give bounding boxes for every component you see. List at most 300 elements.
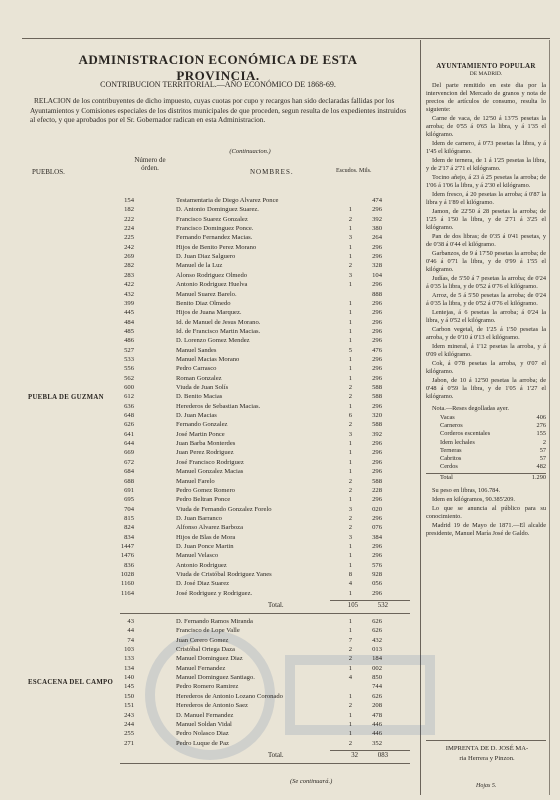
- row-name: Viuda de Juan Solís: [176, 384, 229, 391]
- row-number: 704: [124, 505, 134, 513]
- row-number: 145: [124, 683, 134, 691]
- row-escudos: 3: [348, 505, 352, 513]
- row-escudos: 1: [348, 243, 352, 251]
- row-milesimas: 478: [372, 711, 382, 719]
- sidebar-closing-line: Lo que se anuncia al público para su conocimiento.: [426, 504, 546, 520]
- row-escudos: 1: [348, 730, 352, 738]
- row-number: 271: [124, 739, 134, 747]
- row-number: 484: [124, 318, 134, 326]
- row-escudos: 1: [348, 449, 352, 457]
- row-escudos: 8: [348, 571, 352, 578]
- row-milesimas: 104: [372, 271, 382, 279]
- row-number: 150: [124, 692, 134, 700]
- row-escudos: 2: [348, 477, 352, 485]
- nota-label: Idem lechales: [440, 438, 475, 446]
- row-name: Francisco Dominguez Ponce.: [176, 225, 254, 233]
- row-escudos: 1: [348, 355, 352, 363]
- row-milesimas: 020: [372, 505, 382, 513]
- row-milesimas: 392: [372, 215, 382, 223]
- row-name: Cristóbal Ortega Daza: [176, 646, 235, 654]
- row-escudos: 2: [348, 384, 352, 391]
- row-escudos: 2: [348, 421, 352, 429]
- table-row: [112, 637, 412, 646]
- row-number: 399: [124, 299, 134, 307]
- row-number: 255: [124, 730, 134, 738]
- row-milesimas: 296: [372, 468, 382, 476]
- row-name: Antonio Rodriguez: [176, 561, 227, 569]
- table-row: [112, 468, 412, 477]
- table-row: [112, 721, 412, 730]
- row-milesimas: 296: [372, 440, 382, 448]
- row-milesimas: 013: [372, 646, 382, 654]
- row-escudos: 1: [348, 281, 352, 289]
- nota-row: [426, 463, 546, 471]
- row-number: 556: [124, 365, 134, 373]
- row-name: Manuel Suarez Barelo.: [176, 290, 237, 298]
- table-row: [112, 328, 412, 337]
- row-escudos: 1: [348, 440, 352, 448]
- row-milesimas: 380: [372, 225, 382, 233]
- row-milesimas: 208: [372, 702, 382, 710]
- row-number: 648: [124, 412, 134, 420]
- row-escudos: 1: [348, 225, 352, 233]
- row-escudos: 1: [348, 365, 352, 373]
- row-milesimas: 296: [372, 589, 382, 597]
- nota-value: 57: [539, 446, 546, 454]
- row-number: 626: [124, 421, 134, 429]
- row-number: 641: [124, 430, 134, 438]
- table-row: [112, 272, 412, 281]
- town-label: ESCACENA DEL CAMPO: [28, 679, 114, 687]
- table-row: [112, 225, 412, 234]
- row-milesimas: 296: [372, 402, 382, 410]
- row-name: Manuel Velasco: [176, 552, 219, 560]
- row-milesimas: 002: [372, 664, 382, 672]
- row-number: 43: [127, 618, 134, 625]
- row-name: Antonio Rodriguez Huelva: [176, 281, 248, 289]
- row-milesimas: 744: [372, 683, 382, 691]
- row-number: 140: [124, 674, 134, 682]
- nota-value: 155: [536, 430, 546, 438]
- row-name: Manuel Sandes: [176, 346, 217, 354]
- row-milesimas: 588: [372, 393, 382, 401]
- nota-total-label: Total: [440, 474, 453, 482]
- row-escudos: 5: [348, 346, 352, 354]
- row-number: 134: [124, 664, 134, 672]
- sidebar-paragraph: Carne de vaca, de 12'50 á 13'75 pesetas la arroba; de 0'55 á 0'65 la libra, y á 1'35 el kilógramo.: [426, 115, 546, 138]
- total-rule: [330, 600, 410, 601]
- row-number: 74: [127, 636, 134, 644]
- sidebar-paragraph: Jabon, de 10 á 12'50 pesetas la arroba; de 0'48 á 0'59 la libra, y de 1'05 á 1'27 el kilógramo.: [426, 377, 546, 400]
- row-escudos: 1: [348, 618, 352, 625]
- row-name: Benito Diaz Olmedo: [176, 299, 231, 307]
- row-milesimas: 296: [372, 514, 382, 522]
- table-row: [112, 356, 412, 365]
- row-number: 834: [124, 533, 134, 541]
- row-number: 422: [124, 281, 134, 289]
- row-name: Manuel Fernandez: [176, 664, 226, 672]
- row-milesimas: 296: [372, 365, 382, 373]
- row-number: 222: [124, 215, 134, 223]
- row-number: 691: [124, 486, 134, 494]
- row-milesimas: 474: [372, 197, 382, 204]
- group-end-rule: [120, 763, 410, 764]
- row-name: Pedro Romero Ramirez: [176, 683, 239, 691]
- row-milesimas: 184: [372, 655, 382, 663]
- row-number: 182: [124, 206, 134, 214]
- row-milesimas: 296: [372, 309, 382, 317]
- row-name: Manuel Soldan Vidal: [176, 720, 232, 728]
- sidebar-closing-line: Madrid 19 de Mayo de 1871.—El alcalde presidente, Manuel María José de Galdo.: [426, 521, 546, 537]
- nota-label: Vacas: [440, 414, 455, 421]
- nota-row: [426, 439, 546, 447]
- row-milesimas: 352: [372, 739, 382, 747]
- row-escudos: 1: [348, 552, 352, 560]
- table-row: [112, 281, 412, 290]
- row-number: 562: [124, 374, 134, 382]
- table-row: [112, 449, 412, 458]
- row-escudos: 3: [348, 234, 352, 242]
- row-escudos: 1: [348, 374, 352, 382]
- row-number: 44: [127, 627, 134, 635]
- row-name: Francisco de Lope Valle: [176, 627, 240, 635]
- row-number: 612: [124, 393, 134, 401]
- row-name: Pedro Nolasco Diaz: [176, 730, 229, 738]
- table-row: [112, 440, 412, 449]
- row-milesimas: 626: [372, 627, 382, 635]
- nota-label: Terneras: [440, 446, 462, 454]
- column-header-escudos: Escudos. Mils.: [336, 168, 372, 174]
- table-row: [112, 552, 412, 561]
- row-milesimas: 626: [372, 618, 382, 625]
- sidebar-paragraph: Carbon vegetal, de 1'25 á 1'50 pesetas la arroba, y de 0'10 á 0'13 el kilógramo.: [426, 326, 546, 341]
- row-number: 151: [124, 702, 134, 710]
- row-number: 445: [124, 309, 134, 317]
- row-milesimas: 476: [372, 346, 382, 354]
- table-row: [112, 496, 412, 505]
- row-milesimas: 626: [372, 692, 382, 700]
- row-number: 283: [124, 271, 134, 279]
- row-escudos: 2: [348, 739, 352, 747]
- row-number: 103: [124, 646, 134, 654]
- row-name: José Francisco Rodriguez: [176, 458, 244, 466]
- row-milesimas: 432: [372, 636, 382, 644]
- sidebar-paragraph: Jamon, de 22'50 á 28 pesetas la arroba; de 1'25 á 1'50 la libra, y de 2'71 á 3'25 el kilógramo.: [426, 208, 546, 231]
- row-name: Roman Gonzalez: [176, 374, 222, 382]
- row-name: Viuda de Fernando Gonzalez Forelo: [176, 505, 272, 513]
- sidebar-column: [426, 62, 546, 539]
- row-milesimas: 328: [372, 262, 382, 270]
- row-name: Francisco Suarez Gonzalez: [176, 215, 248, 223]
- row-milesimas: 296: [372, 355, 382, 363]
- table-row: [112, 459, 412, 468]
- table-row: [112, 421, 412, 430]
- row-escudos: 2: [348, 262, 352, 270]
- table-row: [112, 515, 412, 524]
- row-milesimas: 446: [372, 720, 382, 728]
- row-escudos: 2: [348, 514, 352, 522]
- row-name: D. Manuel Fernandez: [176, 711, 234, 719]
- row-number: 669: [124, 449, 134, 457]
- table-row: [112, 730, 412, 739]
- sidebar-paragraph: Idem de ternera, de 1 á 1'25 pesetas la libra, y de 2'17 á 2'71 el kilógramo.: [426, 157, 546, 172]
- table-row: [112, 571, 412, 580]
- row-name: José Martin Ponce: [176, 430, 225, 438]
- row-name: Manuel Dominguez Diaz: [176, 655, 243, 663]
- table-row: [112, 543, 412, 552]
- table-row: [112, 627, 412, 636]
- row-number: 527: [124, 346, 134, 354]
- row-name: Pedro Luque de Paz: [176, 739, 229, 747]
- table-row: [112, 319, 412, 328]
- row-milesimas: 296: [372, 374, 382, 382]
- table-row: [112, 702, 412, 711]
- sidebar-paragraph: Lentejas, á 6 pesetas la arroba; á 0'24 la libra, y á 0'52 el kilógramo.: [426, 309, 546, 324]
- table-row: [112, 403, 412, 412]
- row-name: Manuel Macias Morano: [176, 355, 240, 363]
- row-escudos: 1: [348, 542, 352, 550]
- table-row: [112, 244, 412, 253]
- imprenta-line1: IMPRENTA DE D. JOSÉ MA-: [445, 745, 529, 752]
- row-name: D. Benito Macias: [176, 393, 223, 401]
- row-number: 133: [124, 655, 134, 663]
- row-milesimas: 588: [372, 421, 382, 429]
- row-number: 269: [124, 253, 134, 261]
- table-row: [112, 393, 412, 402]
- sidebar-paragraph: Del parte remitido en este dia por la intervencion del Mercado de granos y nota de precios de artículos de consumo, resulta lo siguiente:: [426, 82, 546, 113]
- sidebar-paragraph: Garbanzos, de 9 á 17'50 pesetas la arroba; de 0'46 á 0'71 la libra, y de 0'99 á 1'55 el kilógramo.: [426, 250, 546, 273]
- nota-total-value: 1.290: [531, 474, 546, 482]
- total-label: Total.: [268, 751, 284, 759]
- row-escudos: 1: [348, 468, 352, 476]
- nota-value: 2: [542, 438, 546, 446]
- sidebar-title: AYUNTAMIENTO POPULAR: [436, 62, 536, 70]
- town-label: PUEBLA DE GUZMAN: [28, 394, 104, 402]
- sidebar-closing-line: Idem en kilógramos, 90.385'209.: [432, 495, 515, 503]
- nota-row: [426, 430, 546, 438]
- nota-value: 406: [536, 414, 546, 421]
- row-escudos: 1: [348, 711, 352, 719]
- page-title: ADMINISTRACION ECONÓMICA DE ESTA PROVINCIA.: [78, 52, 358, 83]
- row-milesimas: 296: [372, 327, 382, 335]
- group-end-rule: [120, 613, 410, 614]
- row-escudos: 1: [348, 318, 352, 326]
- row-name: Alfonso Alvarez Barboza: [176, 524, 244, 532]
- row-name: Pedro Gomez Romero: [176, 486, 235, 494]
- row-number: 243: [124, 711, 134, 719]
- table-row: [112, 674, 412, 683]
- row-name: Herederos de Antonio Saez: [176, 702, 248, 710]
- nota-label: Corderos escentales: [440, 430, 491, 438]
- row-escudos: 7: [348, 636, 352, 644]
- top-rule: [22, 38, 550, 39]
- row-name: Juan Perez Rodriguez: [176, 449, 234, 457]
- row-number: 485: [124, 327, 134, 335]
- nota-label: Carneros: [440, 422, 463, 430]
- row-milesimas: 056: [372, 580, 382, 588]
- sidebar-paragraph: Pan de dos libras; de 0'35 á 0'41 pesetas, y de 0'38 á 0'44 el kilógramo.: [426, 233, 546, 248]
- table-row: [112, 524, 412, 533]
- sidebar-paragraphs: [426, 82, 546, 401]
- row-number: 1028: [120, 571, 134, 578]
- imprenta-line2: ria Herrera y Pinzon.: [459, 755, 515, 762]
- row-escudos: 2: [348, 655, 352, 663]
- continuation-note: (Continuacion.): [229, 148, 271, 155]
- imprenta-rule: [426, 740, 546, 741]
- row-milesimas: 588: [372, 384, 382, 391]
- row-number: 824: [124, 524, 134, 532]
- nota-row: [426, 422, 546, 430]
- row-escudos: 3: [348, 430, 352, 438]
- sidebar-paragraph: Cok, á 0'78 pesetas la arroba, y 0'07 el kilógramo.: [426, 360, 546, 375]
- row-milesimas: 384: [372, 533, 382, 541]
- table-row: [112, 618, 412, 627]
- row-name: D. Juan Macias: [176, 412, 217, 420]
- sidebar-paragraph: Idem de carnero, á 0'73 pesetas la libra, y á 1'45 el kilógramo.: [426, 140, 546, 155]
- sidebar-paragraph: Judías, de 5'50 á 7 pesetas la arroba; de 0'24 á 0'35 la libra, y de 0'52 á 0'76 el kilógramo.: [426, 275, 546, 290]
- row-escudos: 2: [348, 393, 352, 401]
- table-row: [112, 216, 412, 225]
- table-row: [112, 590, 412, 599]
- row-escudos: 1: [348, 337, 352, 345]
- column-header-numero: Número de órden.: [134, 156, 166, 172]
- row-milesimas: 296: [372, 337, 382, 345]
- table-row: [112, 337, 412, 346]
- table-row: [112, 347, 412, 356]
- row-number: 836: [124, 561, 134, 569]
- total-milesimas: 083: [377, 751, 388, 759]
- nota-row: [426, 455, 546, 463]
- row-milesimas: 076: [372, 524, 382, 532]
- total-escudos: 105: [347, 602, 358, 610]
- table-row: [112, 740, 412, 749]
- nota-row: [426, 414, 546, 422]
- row-number: 224: [124, 225, 134, 233]
- row-milesimas: 296: [372, 449, 382, 457]
- row-name: Alonso Rodriguez Olmedo: [176, 271, 248, 279]
- nota-label: Cerdos: [440, 463, 458, 471]
- table-row: [112, 309, 412, 318]
- row-escudos: 1: [348, 692, 352, 700]
- sidebar-paragraph: Tocino añejo, á 23 á 25 pesetas la arroba; de 1'06 á 1'06 la libra, y á 2'30 el kilógramo.: [426, 174, 546, 189]
- row-escudos: 1: [348, 327, 352, 335]
- sidebar-closing: [426, 487, 546, 538]
- row-milesimas: 928: [372, 571, 382, 578]
- intro-paragraph: RELACION de los contribuyentes de dicho impuesto, cuyas cuotas por cupo y recargos han sido declaradas fallidas por los Ayuntamientos y Comisiones especiales de los distritos municipales de que proceden, segun resulta de los expedientes instruidos al efecto, y que aprobados por el Sr. Gobernador radican en esta Administracion.: [30, 96, 407, 124]
- row-name: D. Lorenzo Gomez Mendez: [176, 337, 250, 345]
- table-row: [112, 580, 412, 589]
- row-escudos: 1: [348, 309, 352, 317]
- row-milesimas: 296: [372, 243, 382, 251]
- row-milesimas: 296: [372, 318, 382, 326]
- table-row: [112, 291, 412, 300]
- row-milesimas: 296: [372, 281, 382, 289]
- column-header-pueblos: PUEBLOS.: [32, 168, 65, 176]
- row-milesimas: 446: [372, 730, 382, 738]
- row-number: 154: [124, 197, 134, 204]
- row-milesimas: 296: [372, 552, 382, 560]
- row-escudos: 1: [348, 206, 352, 214]
- row-name: José Rodriguez y Rodriguez.: [176, 589, 253, 597]
- table-row: [112, 384, 412, 393]
- row-escudos: 4: [348, 580, 352, 588]
- row-name: Pedro Carrasco: [176, 365, 217, 373]
- table-row: [112, 562, 412, 571]
- row-escudos: 1: [348, 627, 352, 635]
- row-escudos: 1: [348, 561, 352, 569]
- row-escudos: 1: [348, 253, 352, 261]
- row-name: Testamentaria de Diego Alvarez Ponce: [176, 197, 279, 204]
- row-name: Herederos de Antonio Lozano Coronado: [176, 692, 283, 700]
- row-number: 684: [124, 468, 134, 476]
- row-milesimas: 296: [372, 496, 382, 504]
- nota-value: 276: [536, 422, 546, 430]
- table-row: [112, 693, 412, 702]
- row-milesimas: 296: [372, 253, 382, 261]
- hojas-note: Hojas 5.: [476, 783, 497, 789]
- table-row: [112, 375, 412, 384]
- row-escudos: 2: [348, 486, 352, 494]
- row-name: D. Antonio Dominguez Suarez.: [176, 206, 259, 214]
- row-milesimas: 296: [372, 542, 382, 550]
- row-name: D. Juan Ponce Martin: [176, 542, 234, 550]
- row-name: Manuel de la Luz: [176, 262, 223, 270]
- row-escudos: 1: [348, 664, 352, 672]
- row-milesimas: 392: [372, 430, 382, 438]
- row-number: 815: [124, 514, 134, 522]
- sidebar-paragraph: Arroz, de 5 á 5'50 pesetas la arroba; de 0'24 á 0'35 la libra, y de 0'52 á 0'76 el kilógramo.: [426, 292, 546, 307]
- nota-total-row: [426, 473, 546, 482]
- row-name: Herederos de Sebastian Macias.: [176, 402, 261, 410]
- table-row: [112, 683, 412, 692]
- row-name: Fernando Fernandez Macias.: [176, 234, 253, 242]
- row-milesimas: 588: [372, 477, 382, 485]
- table-row: [112, 655, 412, 664]
- table-row: [112, 478, 412, 487]
- row-escudos: 6: [348, 412, 352, 420]
- table-row: [112, 665, 412, 674]
- sidebar-paragraph: Idem mineral, á 1'12 pesetas la arroba, y á 0'09 el kilógramo.: [426, 343, 546, 358]
- row-name: Manuel Farelo: [176, 477, 215, 485]
- row-number: 672: [124, 458, 134, 466]
- table-row: [112, 646, 412, 655]
- row-number: 432: [124, 290, 134, 298]
- row-milesimas: 296: [372, 206, 382, 214]
- row-name: D. Fernando Ramos Miranda: [176, 618, 253, 625]
- row-escudos: 3: [348, 271, 352, 279]
- row-number: 282: [124, 262, 134, 270]
- row-milesimas: 576: [372, 561, 382, 569]
- table-row: [112, 712, 412, 721]
- total-milesimas: 532: [377, 602, 388, 610]
- table-row: [112, 506, 412, 515]
- row-number: 225: [124, 234, 134, 242]
- nota-table: [426, 414, 546, 471]
- row-escudos: 2: [348, 215, 352, 223]
- row-number: 244: [124, 720, 134, 728]
- row-name: Hijos de Benito Perez Morano: [176, 243, 257, 251]
- row-name: Viuda de Cristóbal Rodriguez Yanes: [176, 571, 272, 578]
- row-escudos: 2: [348, 646, 352, 654]
- table-row: [112, 412, 412, 421]
- row-escudos: 3: [348, 533, 352, 541]
- table-row: [112, 206, 412, 215]
- sidebar-closing-line: Su peso en libras, 106.784.: [432, 486, 501, 494]
- table-row: [112, 262, 412, 271]
- nota-title: Nota.—Reses degolladas ayer.: [432, 405, 509, 412]
- row-number: 644: [124, 440, 134, 448]
- total-rule: [330, 750, 410, 751]
